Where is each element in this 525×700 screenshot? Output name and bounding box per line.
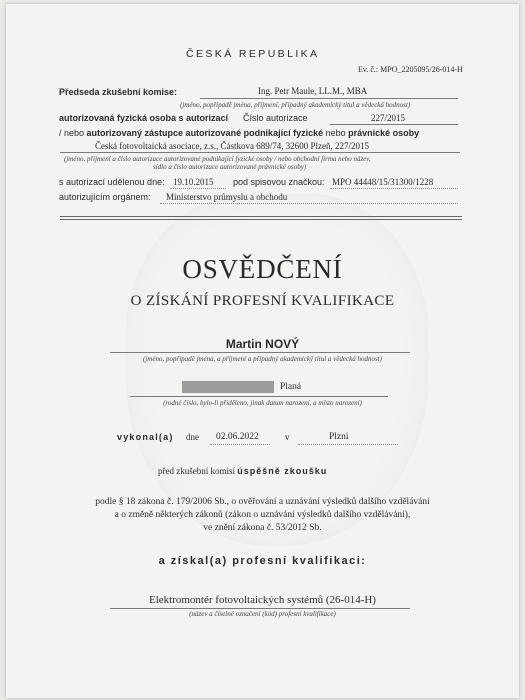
obtained-heading: a získal(a) profesní kvalifikaci: [158,555,367,567]
granted-underline [170,188,226,189]
qualification-note: (název a číselné označení (kód) profesní kvalifikace) [189,610,336,618]
authority-value: Ministerstvo průmyslu a obchodu [166,192,288,202]
authority-label: autorizujícím orgánem: [59,192,151,202]
exam-date-underline [210,444,270,445]
section-divider-2 [60,219,462,220]
qualification-name: Elektromontér fotovoltaických systémů (26-014-H) [149,594,376,606]
organization-underline [60,152,460,153]
qualification-underline [110,608,410,609]
birth-place: Planá [280,382,302,392]
redacted-birth-number [182,381,274,393]
chair-note: (jméno, popřípadě jména, příjmení, případný akademický titul a vědecká hodnost) [180,101,411,109]
certificate-subtitle: O ZÍSKÁNÍ PROFESNÍ KVALIFIKACE [130,293,395,309]
law-line-3: ve znění zákona č. 53/2012 Sb. [203,523,322,533]
birth-note: (rodné číslo, bylo-li přiděleno, jinak datum narození, a místo narození) [163,399,362,407]
reference-number: Ev. č.: MPO_2205095/26-014-H [358,65,463,74]
law-line-1: podle § 18 zákona č. 179/2006 Sb., o ověřování a uznávání výsledků dalšího vzdělávání [95,497,430,507]
chair-underline [200,98,458,99]
authorization-number-label: Číslo autorizace [243,113,308,123]
authorization-number-value: 227/2015 [371,113,406,123]
certificate-title: OSVĚDČENÍ [182,254,343,284]
exam-date: 02.06.2022 [216,432,259,442]
person-underline [110,352,410,353]
representative-line: / nebo autorizovaný zástupce autorizované podnikající fyzické nebo právnické osoby [59,128,420,138]
file-number-underline [330,188,458,189]
person-note: (jméno, popřípadě jména, a příjmení a případný akademický titul a vědecká hodnost) [143,355,382,363]
authority-underline [160,203,458,204]
chair-value: Ing. Petr Maule, LL.M., MBA [258,86,368,96]
date-label: dne [186,432,199,442]
organization-note-1: (jméno, příjmení a číslo autorizace autorizované podnikající fyzické osoby / nebo obchodní firma nebo název, [64,155,371,163]
granted-value: 19.10.2015 [173,177,214,187]
in-label: v [285,432,290,442]
granted-label: s autorizací udělenou dne: [59,177,165,187]
country-heading: ČESKÁ REPUBLIKA [186,48,320,60]
organization-note-2: sídlo a číslo autorizace autorizované právnické osoby) [153,163,307,171]
file-number-value: MPO 44448/15/31300/1228 [332,177,434,187]
exam-statement: před zkušební komisí úspěšně zkoušku [158,466,328,476]
exam-place-underline [298,444,398,445]
performed-label: vykonal(a) [117,432,174,442]
organization-value: Česká fotovoltaická asociace, z.s., Částkova 689/74, 32600 Plzeň, 227/2015 [95,141,369,151]
birth-underline [130,396,388,397]
law-line-2: a o změně některých zákonů (zákon o uznávání výsledků dalšího vzdělávání), [114,510,411,520]
authorized-label: autorizovaná fyzická osoba s autorizací [59,113,229,123]
chair-label: Předseda zkušební komise: [59,87,178,97]
section-divider-1 [60,216,462,217]
exam-place: Plzni [329,432,349,442]
watermark-emblem [126,194,428,546]
person-name: Martin NOVÝ [225,337,300,351]
authorization-number-underline [330,124,458,125]
file-number-label: pod spisovou značkou: [233,177,325,187]
